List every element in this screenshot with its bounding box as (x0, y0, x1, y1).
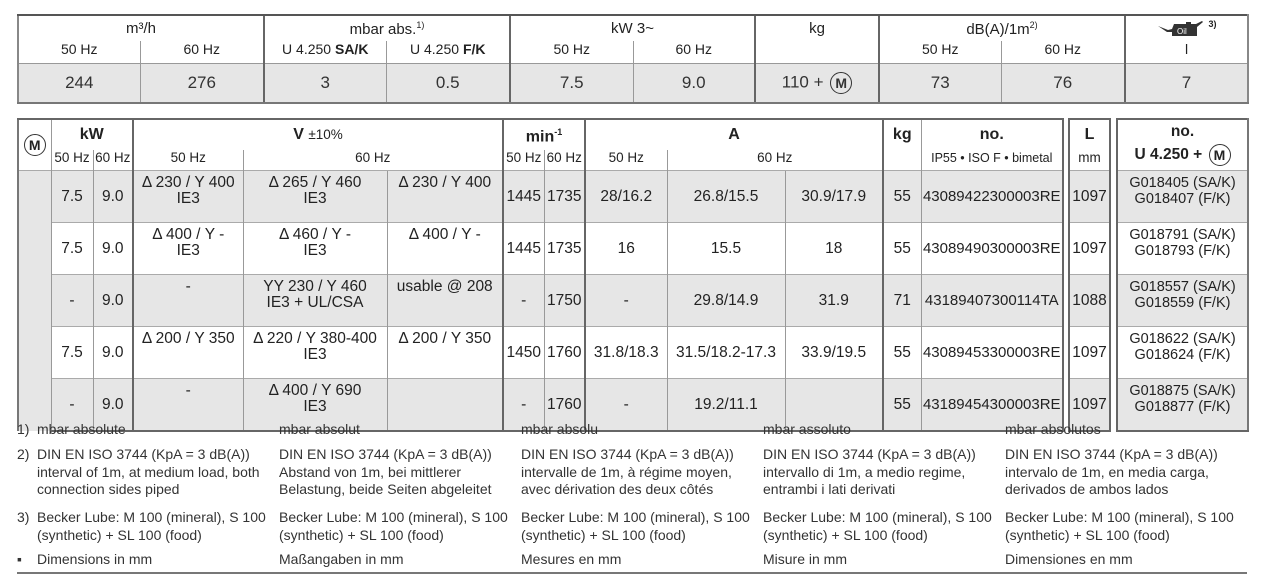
footnote-text: Becker Lube: M 100 (mineral), S 100 (synthetic) + SL 100 (food) (763, 509, 992, 543)
header-rpm: $\min^{-1}$ (503, 119, 585, 150)
motor-symbol: M (24, 134, 46, 156)
footnote-text: DIN EN ISO 3744 (KpA = 3 dB(A)) intervalo de 1m, en media carga, derivados de ambos lados (1005, 446, 1218, 497)
cell-rpm50: 1445 (503, 171, 544, 223)
sub-header: 50 Hz (18, 41, 140, 64)
cell-v50: Δ 400 / Y - IE3 (133, 223, 243, 275)
cell-rpm60: 1750 (544, 275, 585, 327)
header-part-no: no. U 4.250 + M (1117, 119, 1248, 171)
value-cell: 0.5 (386, 64, 510, 104)
sub-header: 60 Hz (140, 41, 264, 64)
cell-pn: G018557 (SA/K) G018559 (F/K) (1117, 275, 1248, 327)
value-cell: 9.0 (633, 64, 755, 104)
value-cell: 73 (879, 64, 1001, 104)
footnote-text: DIN EN ISO 3744 (KpA = 3 dB(A)) intervallo di 1m, a medio regime, entrambi i lati derivati (763, 446, 976, 497)
sub-header: 60 Hz (544, 150, 585, 171)
sub-header: 50 Hz (879, 41, 1001, 64)
cell-v60b: Δ 200 / Y 350 (387, 327, 503, 379)
footnote-text: mbar absolutos (1005, 421, 1101, 437)
sub-header: 60 Hz (633, 41, 755, 64)
sub-header: IP55 • ISO F • bimetal (921, 150, 1063, 171)
spacer (1110, 275, 1117, 327)
cell-v60b: Δ 400 / Y - (387, 223, 503, 275)
cell-rpm60: 1735 (544, 171, 585, 223)
cell-no: 43189407300114TA (921, 275, 1063, 327)
footnote-text: mbar absolute (37, 421, 126, 437)
footnote-marker: ▪ (17, 551, 22, 567)
sub-header: 60 Hz (93, 150, 133, 171)
footnote-marker: 1) (17, 421, 30, 437)
svg-text:Oil: Oil (1177, 27, 1188, 37)
motor-symbol: M (830, 72, 852, 94)
footnote-text: Maßangaben in mm (279, 551, 404, 567)
header-current: A (585, 119, 883, 150)
cell-l: 1097 (1069, 171, 1110, 223)
cell-v60a: YY 230 / Y 460 IE3 + UL/CSA (243, 275, 387, 327)
footnote-text: Dimensions in mm (37, 551, 153, 567)
motor-header (18, 119, 51, 171)
header-noise: $dB(A)/1m^{2)}$ (879, 15, 1125, 41)
cell-v60a: Δ 400 / Y 690 IE3 (243, 379, 387, 432)
header-flow: m³/h (18, 15, 264, 41)
cell-v50: Δ 230 / Y 400 IE3 (133, 171, 243, 223)
sub-header: 60 Hz (1001, 41, 1125, 64)
footnote-text: Becker Lube: M 100 (mineral), S 100 (synthetic) + SL 100 (food) (521, 509, 750, 543)
footnote-marker: 3) (17, 509, 30, 525)
cell-a50: - (585, 379, 667, 432)
header-kw: kW (51, 119, 133, 150)
cell-kg: 55 (883, 171, 921, 223)
table-row (18, 171, 1248, 223)
cell-rpm60: 1760 (544, 327, 585, 379)
sub-header: 60 Hz (243, 150, 503, 171)
oil-can-icon (1156, 20, 1208, 38)
cell-rpm60: 1760 (544, 379, 585, 432)
cell-rpm50: - (503, 379, 544, 432)
cell-kw50: 7.5 (51, 223, 93, 275)
sub-header: 50 Hz (51, 150, 93, 171)
header-kg: kg (883, 119, 921, 150)
footnote-text: DIN EN ISO 3744 (KpA = 3 dB(A)) Abstand von 1m, bei mittlerer Belastung, beide Seiten abgeleitet (279, 446, 492, 497)
footnote-text: Mesures en mm (521, 551, 622, 567)
header-oil: Oil $^{3)}$ (1125, 15, 1248, 41)
cell-a60a: 31.5/18.2-17.3 (667, 327, 785, 379)
cell-kw60: 9.0 (93, 171, 133, 223)
cell-a50: - (585, 275, 667, 327)
cell-l: 1097 (1069, 223, 1110, 275)
cell-a60b: 30.9/17.9 (785, 171, 883, 223)
cell-v50: Δ 200 / Y 350 (133, 327, 243, 379)
value-cell: 276 (140, 64, 264, 104)
cell-v60a: Δ 220 / Y 380-400 IE3 (243, 327, 387, 379)
sub-header: mm (1069, 150, 1110, 171)
header-no: no. (921, 119, 1063, 150)
value-cell: 3 (264, 64, 386, 104)
sub-header (883, 150, 921, 171)
cell-a60b: 18 (785, 223, 883, 275)
cell-kg: 55 (883, 327, 921, 379)
cell-kw60: 9.0 (93, 275, 133, 327)
footnote-marker: 2) (17, 446, 30, 462)
motor-symbol: M (1209, 144, 1231, 166)
spacer (1110, 327, 1117, 379)
cell-pn: G018875 (SA/K) G018877 (F/K) (1117, 379, 1248, 432)
value-cell: 110 + M (755, 64, 879, 104)
cell-a60b: 31.9 (785, 275, 883, 327)
footnote-text: mbar absolu (521, 421, 599, 437)
cell-rpm50: 1450 (503, 327, 544, 379)
cell-pn: G018405 (SA/K) G018407 (F/K) (1117, 171, 1248, 223)
footnote-text: mbar assoluto (763, 421, 851, 437)
sub-header (755, 41, 879, 64)
sub-header: 50 Hz (133, 150, 243, 171)
footnote-text: Becker Lube: M 100 (mineral), S 100 (synthetic) + SL 100 (food) (1005, 509, 1234, 543)
header-weight: kg (755, 15, 879, 41)
cell-kg: 55 (883, 223, 921, 275)
motor-table (17, 118, 1249, 432)
value-cell: 244 (18, 64, 140, 104)
table-row (18, 275, 1248, 327)
cell-kw50: - (51, 275, 93, 327)
sub-header: 60 Hz (667, 150, 883, 171)
spacer (1110, 223, 1117, 275)
cell-kw60: 9.0 (93, 223, 133, 275)
cell-kw50: 7.5 (51, 327, 93, 379)
value-cell: 76 (1001, 64, 1125, 104)
table-row (18, 223, 1248, 275)
cell-kw50: 7.5 (51, 171, 93, 223)
footnote-text: Dimensiones en mm (1005, 551, 1133, 567)
cell-v60b: usable @ 208 (387, 275, 503, 327)
cell-kw50: - (51, 379, 93, 432)
performance-table (17, 14, 1249, 104)
sub-header: U 4.250 F/K (386, 41, 510, 64)
sub-header: 50 Hz (503, 150, 544, 171)
footnote-text: DIN EN ISO 3744 (KpA = 3 dB(A)) intervalle de 1m, à régime moyen, avec dérivation des deux côtés (521, 446, 734, 497)
table-row (18, 327, 1248, 379)
cell-v50: - (133, 379, 243, 432)
cell-l: 1088 (1069, 275, 1110, 327)
header-length: L (1069, 119, 1110, 150)
value-cell: 7.5 (510, 64, 633, 104)
footnote-text: Misure in mm (763, 551, 848, 567)
cell-pn: G018622 (SA/K) G018624 (F/K) (1117, 327, 1248, 379)
cell-rpm50: - (503, 275, 544, 327)
value-cell: 7 (1125, 64, 1248, 104)
cell-kg: 71 (883, 275, 921, 327)
header-voltage: V ±10% (133, 119, 503, 150)
cell-kw60: 9.0 (93, 379, 133, 432)
cell-a60a: 19.2/11.1 (667, 379, 785, 432)
footnote-text: Becker Lube: M 100 (mineral), S 100 (synthetic) + SL 100 (food) (37, 509, 266, 543)
sub-header: U 4.250 SA/K (264, 41, 386, 64)
cell-rpm60: 1735 (544, 223, 585, 275)
cell-kg: 55 (883, 379, 921, 432)
header-power: kW 3~ (510, 15, 755, 41)
cell-no: 43089422300003RE (921, 171, 1063, 223)
cell-a60b: 33.9/19.5 (785, 327, 883, 379)
cell-v60a: Δ 265 / Y 460 IE3 (243, 171, 387, 223)
cell-l: 1097 (1069, 379, 1110, 432)
cell-a60a: 29.8/14.9 (667, 275, 785, 327)
footnote-text: mbar absolut (279, 421, 360, 437)
cell-v50: - (133, 275, 243, 327)
cell-a50: 16 (585, 223, 667, 275)
cell-a50: 31.8/18.3 (585, 327, 667, 379)
cell-no: 43189454300003RE (921, 379, 1063, 432)
cell-a60a: 26.8/15.5 (667, 171, 785, 223)
footnote-text: Becker Lube: M 100 (mineral), S 100 (synthetic) + SL 100 (food) (279, 509, 508, 543)
spacer (1110, 119, 1117, 150)
cell-no: 43089490300003RE (921, 223, 1063, 275)
cell-a60a: 15.5 (667, 223, 785, 275)
cell-rpm50: 1445 (503, 223, 544, 275)
cell-l: 1097 (1069, 327, 1110, 379)
cell-a50: 28/16.2 (585, 171, 667, 223)
divider (17, 572, 1247, 574)
footnote-text: DIN EN ISO 3744 (KpA = 3 dB(A)) interval of 1m, at medium load, both connection sides piped (37, 446, 260, 497)
header-pressure: mbar abs.$^{1)}$ (264, 15, 510, 41)
cell-v60b: Δ 230 / Y 400 (387, 171, 503, 223)
sub-header: l (1125, 41, 1248, 64)
sub-header: 50 Hz (510, 41, 633, 64)
sub-header: 50 Hz (585, 150, 667, 171)
cell-v60a: Δ 460 / Y - IE3 (243, 223, 387, 275)
spacer (1110, 171, 1117, 223)
motor-column (18, 171, 51, 432)
cell-kw60: 9.0 (93, 327, 133, 379)
spacer (1110, 150, 1117, 171)
cell-no: 43089453300003RE (921, 327, 1063, 379)
cell-pn: G018791 (SA/K) G018793 (F/K) (1117, 223, 1248, 275)
